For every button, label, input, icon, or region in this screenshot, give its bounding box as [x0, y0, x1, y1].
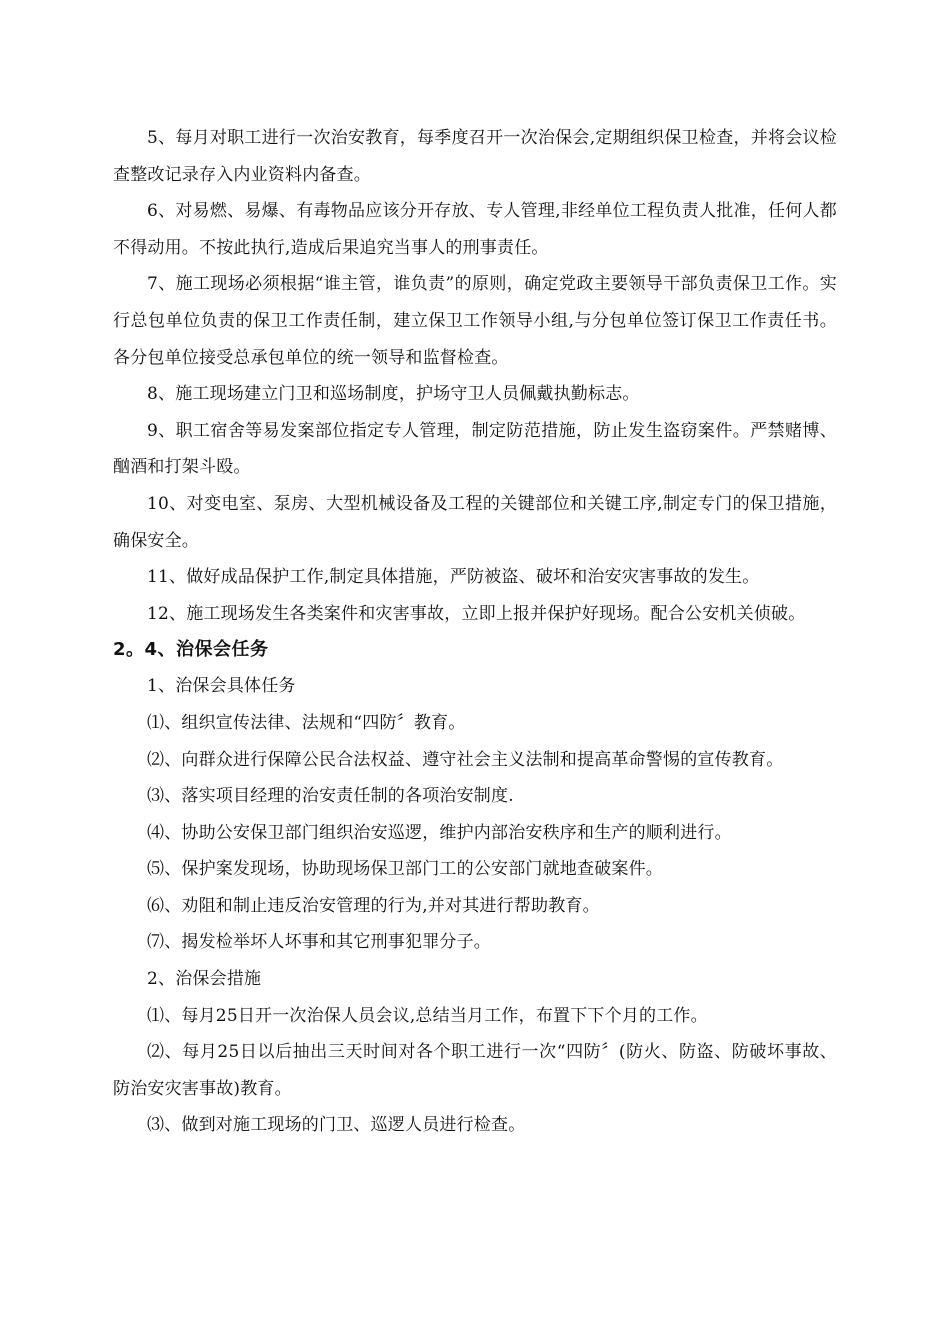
paragraph-item-8: 8、施工现场建立门卫和巡场制度，护场守卫人员佩戴执勤标志。	[147, 384, 640, 405]
task-item-7: ⑺、揭发检举坏人坏事和其它刑事犯罪分子。	[147, 932, 491, 953]
paragraph-item-6: 6、对易燃、易爆、有毒物品应该分开存放、专人管理,非经单位工程负责人批准，任何人都不得动用。不按此执行,造成后果追究当事人的刑事责任。	[113, 201, 837, 258]
paragraph-item-9: 9、职工宿舍等易发案部位指定专人管理，制定防范措施，防止发生盗窃案件。严禁赌博、酗酒和打架斗殴。	[113, 420, 837, 478]
measure-item-1: ⑴、每月25日开一次治保人员会议,总结当月工作，布置下下个月的工作。	[147, 1005, 708, 1026]
task-item-1: ⑴、组织宣传法律、法规和“四防〞教育。	[147, 712, 466, 733]
paragraph-item-11: 11、做好成品保护工作,制定具体措施，严防被盗、破坏和治安灾害事故的发生。	[147, 567, 760, 588]
task-item-4: ⑷、协助公安保卫部门组织治安巡逻，维护内部治安秩序和生产的顺利进行。	[147, 822, 732, 843]
task-item-5: ⑸、保护案发现场，协助现场保卫部门工的公安部门就地查破案件。	[147, 859, 663, 880]
paragraph-item-12: 12、施工现场发生各类案件和灾害事故，立即上报并保护好现场。配合公安机关侦破。	[147, 603, 806, 624]
paragraph-item-10: 10、对变电室、泵房、大型机械设备及工程的关键部位和关键工序,制定专门的保卫措施，确保安全。	[113, 493, 837, 551]
subsection-title-tasks: 1、治保会具体任务	[147, 676, 296, 697]
task-item-3: ⑶、落实项目经理的治安责任制的各项治安制度.	[147, 786, 514, 807]
measure-item-2: ⑵、每月25日以后抽出三天时间对各个职工进行一次“四防〞(防火、防盗、防破坏事故、防治安灾害事故)教育。	[113, 1042, 837, 1099]
task-item-6: ⑹、劝阻和制止违反治安管理的行为,并对其进行帮助教育。	[147, 895, 600, 916]
task-item-2: ⑵、向群众进行保障公民合法权益、遵守社会主义法制和提高革命警惕的宣传教育。	[147, 749, 784, 770]
section-heading: 2。4、治保会任务	[113, 639, 269, 661]
paragraph-item-7: 7、施工现场必须根据“谁主管，谁负责”的原则，确定党政主要领导干部负责保卫工作。实行总包单位负责的保卫工作责任制，建立保卫工作领导小组,与分包单位签订保卫工作责任书。各分包单位接受总承包单位的统一领导和监督检查。	[113, 274, 837, 368]
subsection-title-measures: 2、治保会措施	[147, 969, 262, 990]
measure-item-3: ⑶、做到对施工现场的门卫、巡逻人员进行检查。	[147, 1115, 526, 1136]
document-body	[113, 120, 837, 1144]
paragraph-item-5: 5、每月对职工进行一次治安教育，每季度召开一次治保会,定期组织保卫检查，并将会议检查整改记录存入内业资料内备查。	[113, 128, 837, 185]
